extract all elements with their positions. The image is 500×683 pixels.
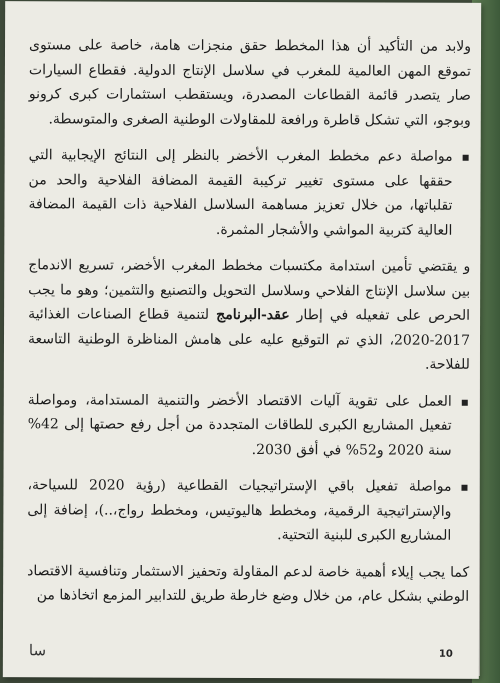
bullet-text: مواصلة دعم مخطط المغرب الأخضر بالنظر إلى النتائج الإيجابية التي حققها على مستوى تغيير تركيبة القيمة المضافة الفلاحية والحد من تقلباتها، من خلال تعزيز مساهمة السلاسل الفلاحية ذات القيمة المضافة العالية كتربية المواشي والأشجار المثمرة. [28, 147, 453, 239]
paragraph-intro: ولابد من التأكيد أن هذا المخطط حقق منجزات هامة، خاصة على مستوى تموقع المهن العالمية للمغرب في سلاسل الإنتاج الدولية. فقطاع السيارات صار يتصدر قائمة القطاعات المصدرة، ويستقطب استثمارات كبرى كرونو وبوجو، التي تشكل قاطرة ورافعة للمقاولات الوطنية الصغرى والمتوسطة. [28, 37, 472, 129]
bullet-square-icon [461, 485, 467, 491]
bullet-green-economy [28, 388, 470, 463]
bullet-text: العمل على تقوية آليات الاقتصاد الأخضر والتنمية المستدامة، ومواصلة تفعيل المشاريع الكبرى للطاقات المتجددة من أجل رفع حصتها إلى 42% سنة 2020 و52% في أفق 2030. [27, 391, 452, 459]
bullet-text: مواصلة تفعيل باقي الإستراتيجيات القطاعية (رؤية 2020 للسياحة، والإستراتيجية الرقمية، ومخطط هاليوتيس، ومخطط رواج،..)، إضافة إلى المشاريع الكبرى للبنية التحتية. [27, 477, 452, 544]
bullet-square-icon [463, 155, 469, 161]
handwritten-signature: سا [28, 641, 47, 660]
bullet-sector-strategies [27, 473, 469, 548]
paragraph-green-plan-continuation: و يقتضي تأمين استدامة مكتسبات مخطط المغرب الأخضر، تسريع الاندماج بين سلاسل الإنتاج الفلاحي وسلاسل التحويل والتصنيع والتثمين؛ وهو ما يجب الحرص على تفعيله في إطار عقد-البرنامج لتنمية قطاع الصناعات الغذائية 2017-2020، الذي تم التوقيع عليه على هامش المناظرة الوطنية التاسعة للفلاحة. [27, 257, 471, 373]
bold-term: عقد-البرنامج [216, 306, 290, 324]
paragraph-enterprise-support: كما يجب إيلاء أهمية خاصة لدعم المقاولة وتحفيز الاستثمار وتنافسية الاقتصاد الوطني بشكل عام، من خلال وضع خارطة طريق للتدابير المزمع اتخاذها من [27, 562, 470, 605]
bullet-square-icon [462, 399, 468, 405]
page-content [27, 33, 471, 621]
page-number: 10 [438, 648, 453, 660]
bullet-green-plan [28, 143, 470, 243]
document-page [3, 1, 481, 679]
